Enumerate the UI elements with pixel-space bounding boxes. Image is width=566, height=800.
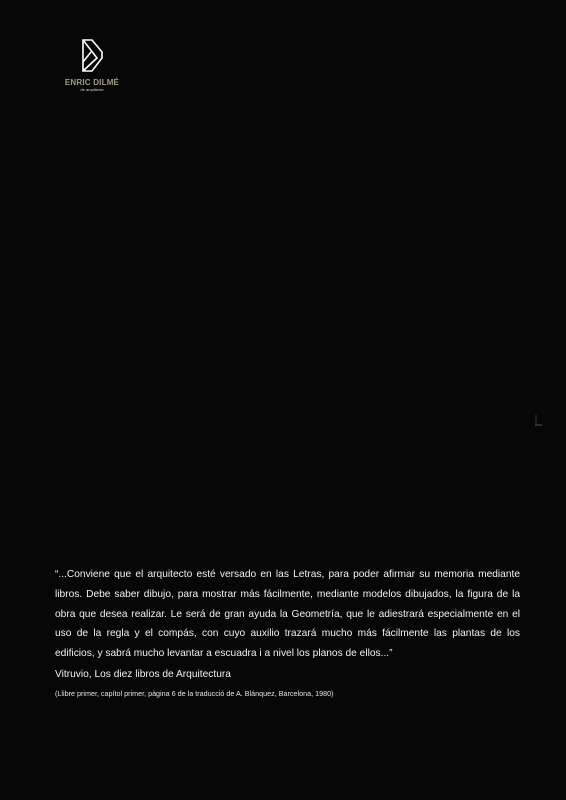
diamond-d-logo-icon xyxy=(79,38,105,74)
quote-attribution: Vitruvio, Los diez libros de Arquitectura xyxy=(55,668,231,680)
page-edge-mark xyxy=(535,415,542,427)
brand-logo xyxy=(62,38,122,92)
brand-name: ENRIC DILMÉ xyxy=(64,78,120,87)
quote-source-note: (Llibre primer, capítol primer, pàgina 6 de la traducció de A. Blánquez, Barcelona, 1980) xyxy=(55,688,334,698)
brand-tagline: de arquitecte xyxy=(80,87,104,92)
vitruvius-quote: “...Conviene que el arquitecto esté versado en las Letras, para poder afirmar su memoria mediante libros. Debe saber dibujo, para mostrar más fácilmente, mediante modelos dibujados, la figura de la obra que desea realizar. Le será de gran ayuda la Geometría, que le adiestrará especialmente en el uso de la regla y el compás, con cuyo auxilio trazará mucho más fácilmente las plantas de los edificios, y sabrá mucho levantar a escuadra i a nivel los planos de ellos...” xyxy=(55,569,520,660)
quote-block xyxy=(55,565,520,700)
